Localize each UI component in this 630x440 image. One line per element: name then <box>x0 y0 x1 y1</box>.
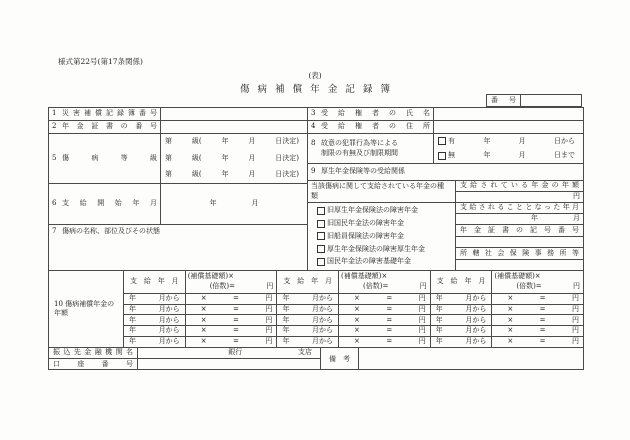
number-box-label: 番 号 <box>487 95 521 106</box>
pension-type-option: 旧厚生年金保険法の障害年金 <box>317 206 451 215</box>
disaster-record-number-label: 1 災害補償記録簿番号 <box>49 108 161 121</box>
calc-cell[interactable]: × = 円 <box>186 304 277 315</box>
base-amount-header: (補償基礎額)× (倍数)= 円 <box>341 271 427 291</box>
payment-month-header: 支給年月 <box>283 277 333 286</box>
side-label: (表) <box>308 71 322 80</box>
checkbox-icon[interactable] <box>317 245 325 253</box>
calc-cell[interactable]: × = 円 <box>492 314 583 325</box>
payment-month-cell[interactable]: 年 月から <box>431 325 492 336</box>
payment-group <box>431 271 583 347</box>
pension-type-option: 国民年金法の障害基礎年金 <box>317 257 451 266</box>
base-amount-header: (補償基礎額)× (倍数)= 円 <box>494 271 580 291</box>
remarks-label: 備 考 <box>321 348 359 370</box>
calc-cell[interactable]: × = 円 <box>339 314 430 325</box>
checkbox-icon[interactable] <box>317 258 325 266</box>
beneficiary-name-label: 3 受給権者の氏名 <box>308 108 434 121</box>
injury-grade-label: 5 傷病等級 <box>49 134 161 184</box>
payment-month-cell[interactable]: 年 月から <box>277 293 338 304</box>
beneficiary-name-value[interactable] <box>434 108 583 121</box>
pension-certificate-number-value[interactable] <box>161 121 308 134</box>
annual-amount-value[interactable]: 円 <box>456 192 583 203</box>
certificate-symbol-header: 年金証書の記号番号 <box>456 225 583 237</box>
payment-month-cell[interactable]: 年 月から <box>124 336 185 347</box>
payment-month-cell[interactable]: 年 月から <box>431 336 492 347</box>
pension-type-header: 当該傷病に関して支給されている年金の種類 <box>308 181 456 203</box>
restriction-value <box>434 134 583 164</box>
calc-cell[interactable]: × = 円 <box>492 325 583 336</box>
pension-type-option: 厚生年金保険法の障害厚生年金 <box>317 245 451 254</box>
payment-month-cell[interactable]: 年 月から <box>277 304 338 315</box>
base-amount-header: (補償基礎額)× (倍数)= 円 <box>187 271 274 291</box>
payment-month-cell[interactable]: 年 月から <box>277 336 338 347</box>
payment-month-header: 支給年月 <box>130 277 179 286</box>
number-box-value[interactable] <box>521 95 581 106</box>
payment-month-cell[interactable]: 年 月から <box>277 325 338 336</box>
payment-month-cell[interactable]: 年 月から <box>431 314 492 325</box>
bank-suffix: 銀行 <box>228 348 243 357</box>
checkbox-yes-icon[interactable] <box>438 137 446 145</box>
payment-month-column <box>124 271 186 347</box>
beneficiary-address-value[interactable] <box>434 121 583 134</box>
pension-type-options <box>308 203 456 271</box>
payment-month-column <box>277 271 339 347</box>
calc-cell[interactable]: × = 円 <box>339 293 430 304</box>
calc-cell[interactable]: × = 円 <box>492 304 583 315</box>
calc-column <box>492 271 583 347</box>
account-number-label: 口座番号 <box>49 359 138 370</box>
certificate-symbol-value[interactable] <box>456 237 583 248</box>
main-form-table <box>48 107 584 370</box>
pension-type-option: 旧船員保険法の障害年金 <box>317 232 451 241</box>
restriction-label: 8 故意の犯罪行為等による 制限の有無及び制限期間 <box>308 134 434 164</box>
checkbox-no-icon[interactable] <box>438 152 446 160</box>
payment-month-cell[interactable]: 年 月から <box>124 293 185 304</box>
branch-suffix: 支店 <box>297 348 312 357</box>
grant-date-header: 支給されることとなった年月 <box>456 203 583 214</box>
payment-month-cell[interactable]: 年 月から <box>431 293 492 304</box>
payment-start-value[interactable]: 年 月 <box>161 184 308 225</box>
pension-annual-label: 10 傷病補償年金の年額 <box>49 271 124 348</box>
grade-decision-line[interactable]: 第 級( 年 月 日決定) <box>165 153 299 162</box>
checkbox-icon[interactable] <box>317 220 325 228</box>
calc-cell[interactable]: × = 円 <box>186 293 277 304</box>
payment-start-label: 6 支給開始年月 <box>49 184 161 225</box>
disaster-record-number-value[interactable] <box>161 108 308 121</box>
restriction-no-row: 無 年 月 日まで <box>434 151 583 160</box>
payment-month-cell[interactable]: 年 月から <box>124 325 185 336</box>
insurance-office-header: 所轄社会保険事務所等 <box>456 248 583 260</box>
calc-cell[interactable]: × = 円 <box>492 293 583 304</box>
bank-name-label: 振込先金融機関名 <box>49 348 138 359</box>
injury-description-cell[interactable]: 7 傷病の名称、部位及びその状態 <box>49 225 308 271</box>
payment-month-column <box>431 271 493 347</box>
pension-certificate-number-label: 2 年金証書の番号 <box>49 121 161 134</box>
calc-column <box>186 271 277 347</box>
calc-cell[interactable]: × = 円 <box>339 336 430 347</box>
grade-decision-line[interactable]: 第 級( 年 月 日決定) <box>165 170 299 179</box>
bank-name-value[interactable] <box>138 348 321 359</box>
pension-annual-table <box>124 271 583 348</box>
calc-cell[interactable]: × = 円 <box>186 325 277 336</box>
calc-cell[interactable]: × = 円 <box>186 336 277 347</box>
payment-group <box>277 271 430 347</box>
beneficiary-address-label: 4 受給権者の住所 <box>308 121 434 134</box>
calc-cell[interactable]: × = 円 <box>492 336 583 347</box>
payment-group <box>124 271 277 347</box>
form-code: 様式第22号(第17条関係) <box>58 57 143 66</box>
calc-column <box>339 271 430 347</box>
injury-grade-decisions[interactable] <box>161 134 308 184</box>
restriction-yes-row: 有 年 月 日から <box>434 137 583 146</box>
grant-date-value[interactable]: 年 月 <box>456 214 583 225</box>
calc-cell[interactable]: × = 円 <box>339 304 430 315</box>
insurance-office-value[interactable] <box>456 260 583 271</box>
payment-month-cell[interactable]: 年 月から <box>431 304 492 315</box>
payment-month-cell[interactable]: 年 月から <box>124 304 185 315</box>
annual-amount-header: 支給されている年金の年額 <box>456 181 583 192</box>
calc-cell[interactable]: × = 円 <box>186 314 277 325</box>
account-number-value[interactable] <box>138 359 321 370</box>
payment-month-header: 支給年月 <box>436 277 486 286</box>
grade-decision-line[interactable]: 第 級( 年 月 日決定) <box>165 137 299 146</box>
number-box <box>486 94 582 107</box>
pension-type-option: 旧国民年金法の障害年金 <box>317 219 451 228</box>
pension-receipt-header: 9 厚生年金保険等の受給関係 <box>308 164 583 181</box>
checkbox-icon[interactable] <box>317 207 325 215</box>
payment-month-cell[interactable]: 年 月から <box>277 314 338 325</box>
checkbox-icon[interactable] <box>317 232 325 240</box>
payment-month-cell[interactable]: 年 月から <box>124 314 185 325</box>
remarks-value[interactable] <box>359 348 583 370</box>
calc-cell[interactable]: × = 円 <box>339 325 430 336</box>
page-title: 傷病補償年金記録簿 <box>239 84 399 95</box>
